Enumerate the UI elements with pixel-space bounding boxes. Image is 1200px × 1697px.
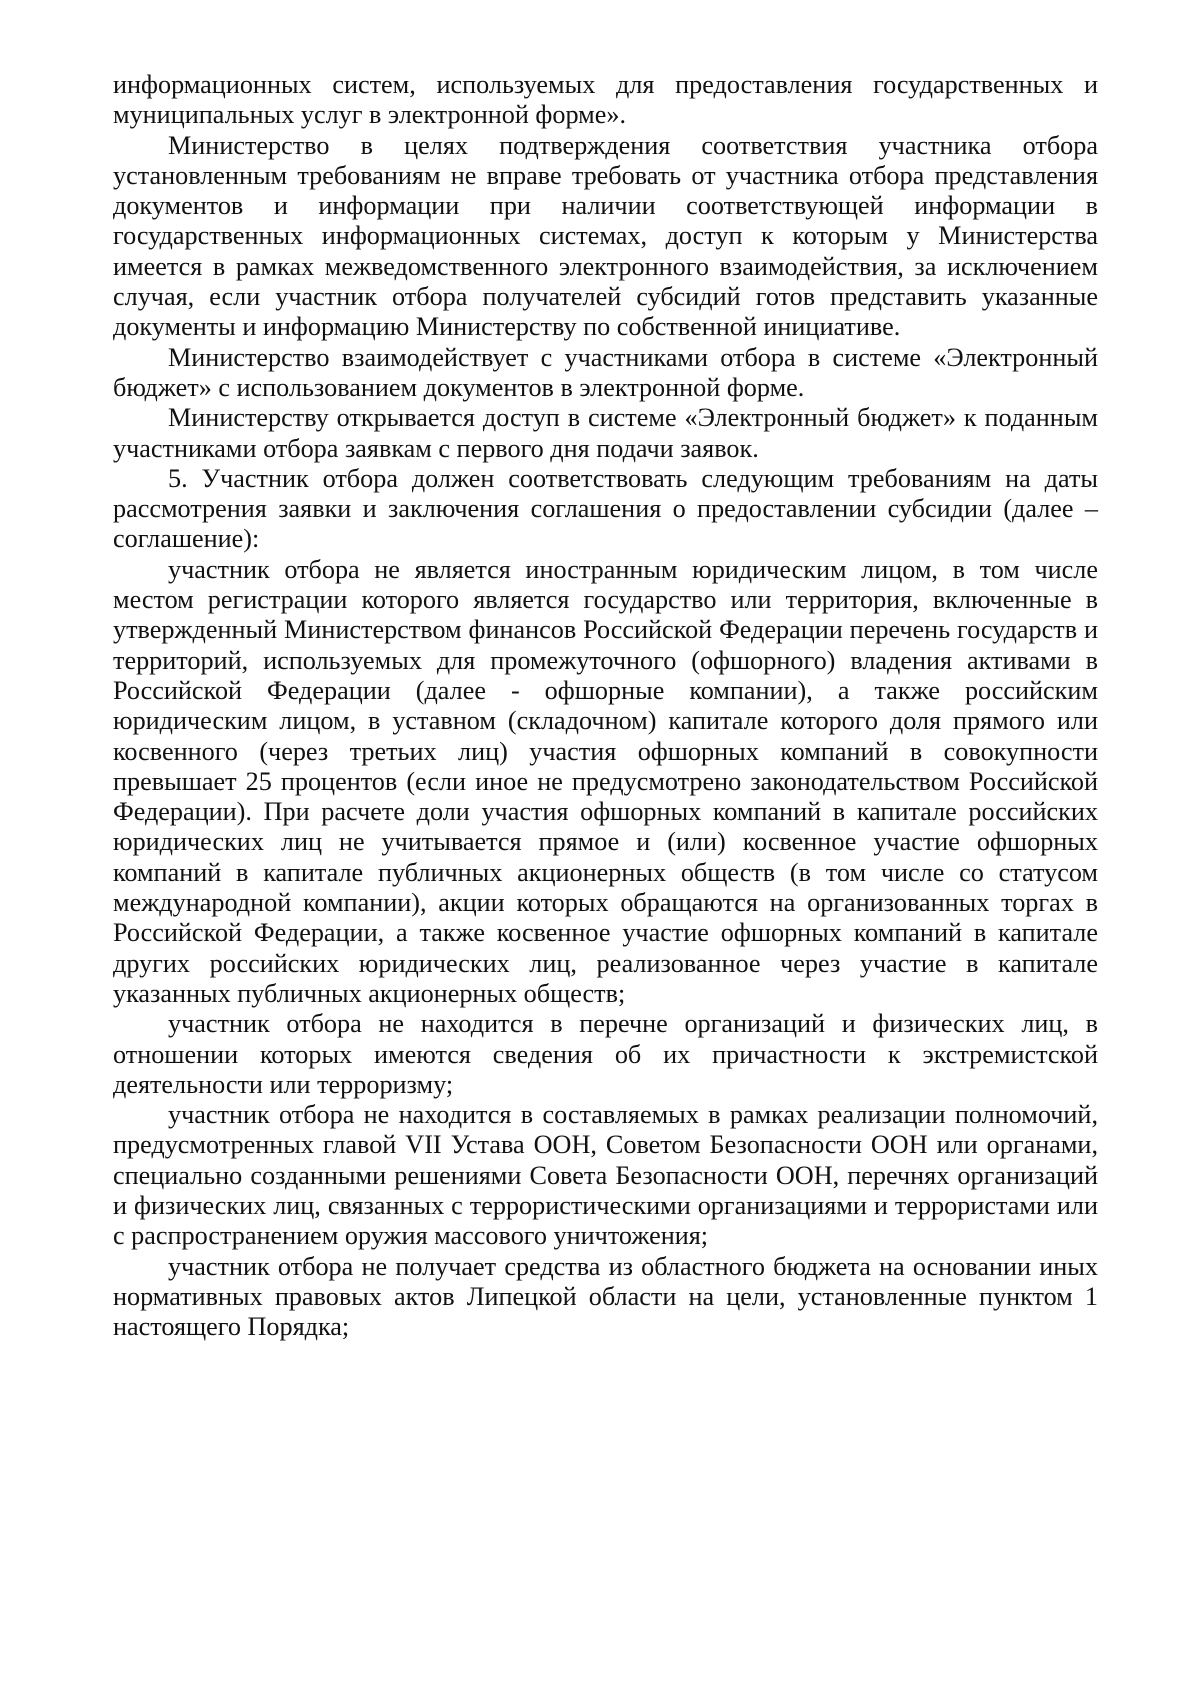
- paragraph-continuation: информационных систем, используемых для предоставления государственных и муниципальных услуг в электронной форме».: [113, 70, 1098, 130]
- document-page: [113, 70, 1098, 1342]
- paragraph-requirement-un-lists: участник отбора не находится в составляемых в рамках реализации полномочий, предусмотренных главой VII Устава ООН, Советом Безопасности ООН или органами, специально созданными решениями Совета Безопасности ООН, перечнях организаций и физических лиц, связанных с террористическими организациями и террористами или с распространением оружия массового уничтожения;: [113, 1100, 1098, 1251]
- paragraph-ministry-access: Министерству открывается доступ в системе «Электронный бюджет» к поданным участниками отбора заявкам с первого дня подачи заявок.: [113, 403, 1098, 463]
- paragraph-ministry-interaction: Министерство взаимодействует с участниками отбора в системе «Электронный бюджет» с использованием документов в электронной форме.: [113, 342, 1098, 402]
- paragraph-clause-5: 5. Участник отбора должен соответствовать следующим требованиям на даты рассмотрения заявки и заключения соглашения о предоставлении субсидии (далее – соглашение):: [113, 463, 1098, 554]
- paragraph-ministry-verification: Министерство в целях подтверждения соответствия участника отбора установленным требованиям не вправе требовать от участника отбора представления документов и информации при наличии соответствующей информации в государственных информационных системах, доступ к которым у Министерства имеется в рамках межведомственного электронного взаимодействия, за исключением случая, если участник отбора получателей субсидий готов представить указанные документы и информацию Министерству по собственной инициативе.: [113, 130, 1098, 342]
- paragraph-requirement-budget: участник отбора не получает средства из областного бюджета на основании иных нормативных правовых актов Липецкой области на цели, установленные пунктом 1 настоящего Порядка;: [113, 1251, 1098, 1342]
- paragraph-requirement-extremism: участник отбора не находится в перечне организаций и физических лиц, в отношении которых имеются сведения об их причастности к экстремистской деятельности или терроризму;: [113, 1009, 1098, 1099]
- paragraph-requirement-offshore: участник отбора не является иностранным юридическим лицом, в том числе местом регистрации которого является государство или территория, включенные в утвержденный Министерством финансов Российской Федерации перечень государств и территорий, используемых для промежуточного (офшорного) владения активами в Российской Федерации (далее - офшорные компании), а также российским юридическим лицом, в уставном (складочном) капитале которого доля прямого или косвенного (через третьих лиц) участия офшорных компаний в совокупности превышает 25 процентов (если иное не предусмотрено законодательством Российской Федерации). При расчете доли участия офшорных компаний в капитале российских юридических лиц не учитывается прямое и (или) косвенное участие офшорных компаний в капитале публичных акционерных обществ (в том числе со статусом международной компании), акции которых обращаются на организованных торгах в Российской Федерации, а также косвенное участие офшорных компаний в капитале других российских юридических лиц, реализованное через участие в капитале указанных публичных акционерных обществ;: [113, 554, 1098, 1008]
